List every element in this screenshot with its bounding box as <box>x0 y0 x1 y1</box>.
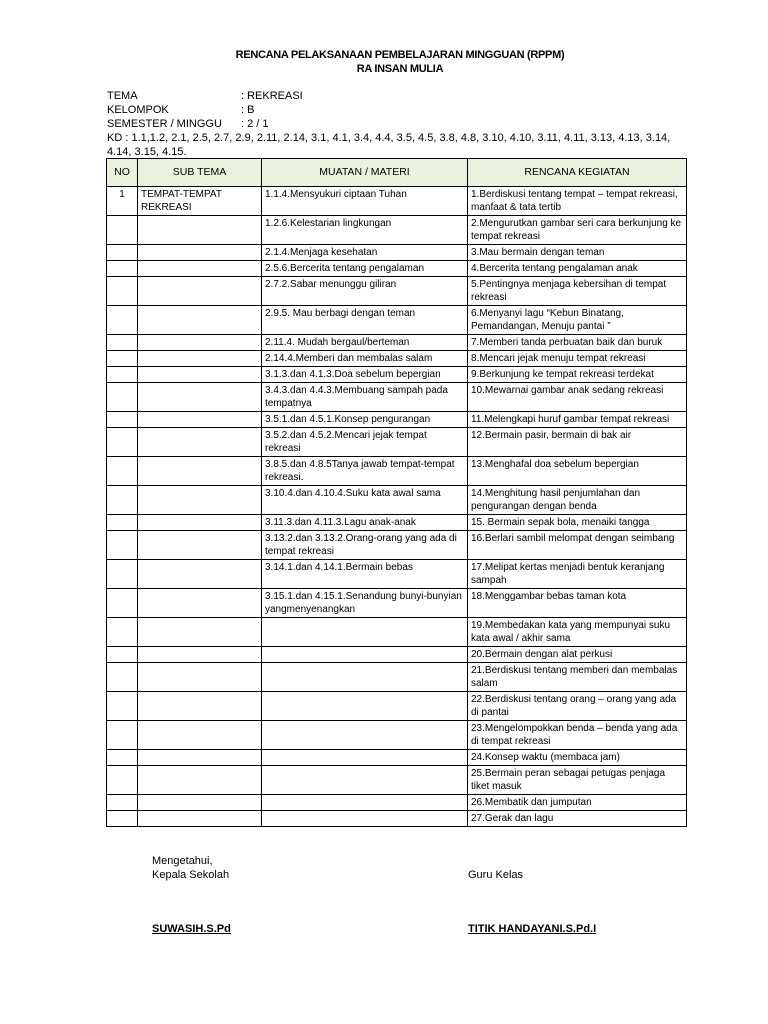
table-row <box>107 261 687 277</box>
cell-sub-tema <box>138 750 262 766</box>
cell-materi: 3.10.4.dan 4.10.4.Suku kata awal sama <box>262 486 468 515</box>
table-row <box>107 277 687 306</box>
header-materi: MUATAN / MATERI <box>262 159 468 187</box>
cell-sub-tema <box>138 560 262 589</box>
cell-sub-tema <box>138 811 262 827</box>
guru-kelas-name: TITIK HANDAYANI.S.Pd.I <box>468 923 597 935</box>
cell-materi: 3.5.1.dan 4.5.1.Konsep pengurangan <box>262 412 468 428</box>
cell-kegiatan: 19.Membedakan kata yang mempunyai suku kata awal / akhir sama <box>468 618 687 647</box>
cell-no <box>107 335 138 351</box>
cell-sub-tema <box>138 766 262 795</box>
table-row <box>107 618 687 647</box>
cell-sub-tema <box>138 486 262 515</box>
cell-kegiatan: 10.Mewarnai gambar anak sedang rekreasi <box>468 383 687 412</box>
cell-kegiatan: 26.Membatik dan jumputan <box>468 795 687 811</box>
cell-sub-tema <box>138 531 262 560</box>
cell-no <box>107 261 138 277</box>
cell-materi <box>262 795 468 811</box>
cell-kegiatan: 8.Mencari jejak menuju tempat rekreasi <box>468 351 687 367</box>
cell-no <box>107 306 138 335</box>
cell-no <box>107 531 138 560</box>
cell-materi: 3.14.1.dan 4.14.1.Bermain bebas <box>262 560 468 589</box>
cell-sub-tema <box>138 261 262 277</box>
cell-kegiatan: 24.Konsep waktu (membaca jam) <box>468 750 687 766</box>
table-row <box>107 766 687 795</box>
cell-sub-tema <box>138 721 262 750</box>
rppm-table <box>106 158 687 827</box>
table-row <box>107 721 687 750</box>
cell-sub-tema <box>138 457 262 486</box>
kelompok-value: : B <box>241 104 255 116</box>
mengetahui-label: Mengetahui, <box>152 855 213 867</box>
cell-sub-tema <box>138 795 262 811</box>
table-row <box>107 560 687 589</box>
cell-kegiatan: 18.Menggambar bebas taman kota <box>468 589 687 618</box>
cell-materi: 3.4.3.dan 4.4.3.Membuang sampah pada tempatnya <box>262 383 468 412</box>
cell-materi: 1.1.4.Mensyukuri ciptaan Tuhan <box>262 187 468 216</box>
cell-kegiatan: 11.Melengkapi huruf gambar tempat rekreasi <box>468 412 687 428</box>
cell-no <box>107 766 138 795</box>
cell-no <box>107 721 138 750</box>
cell-kegiatan: 7.Memberi tanda perbuatan baik dan buruk <box>468 335 687 351</box>
cell-materi <box>262 721 468 750</box>
cell-kegiatan: 6.Menyanyi lagu “Kebun Binatang, Pemandangan, Menuju pantai ” <box>468 306 687 335</box>
meta-semester <box>107 117 269 131</box>
cell-kegiatan: 14.Menghitung hasil penjumlahan dan pengurangan dengan benda <box>468 486 687 515</box>
table-row <box>107 811 687 827</box>
cell-sub-tema <box>138 428 262 457</box>
table-row <box>107 663 687 692</box>
cell-no <box>107 560 138 589</box>
cell-materi <box>262 618 468 647</box>
cell-sub-tema <box>138 692 262 721</box>
cell-materi <box>262 647 468 663</box>
cell-no <box>107 515 138 531</box>
cell-kegiatan: 20.Bermain dengan alat perkusi <box>468 647 687 663</box>
table-row <box>107 428 687 457</box>
meta-tema <box>107 89 303 103</box>
cell-sub-tema: TEMPAT-TEMPAT REKREASI <box>138 187 262 216</box>
cell-no <box>107 428 138 457</box>
semester-value: : 2 / 1 <box>241 118 269 130</box>
cell-sub-tema <box>138 367 262 383</box>
kd-list: KD : 1.1,1.2, 2.1, 2.5, 2.7, 2.9, 2.11, 2.14, 3.1, 4.1, 3.4, 4.4, 3.5, 4.5, 3.8, 4.8, 3.10, 4.10, 3.11, 4.11, 3.13, 4.13, 3.14, 4.14, 3.15, 4.15. <box>107 132 671 158</box>
table-row <box>107 750 687 766</box>
header-sub-tema: SUB TEMA <box>138 159 262 187</box>
cell-kegiatan: 15. Bermain sepak bola, menaiki tangga <box>468 515 687 531</box>
table-row <box>107 795 687 811</box>
table-row <box>107 589 687 618</box>
cell-sub-tema <box>138 245 262 261</box>
cell-materi: 1.2.6.Kelestarian lingkungan <box>262 216 468 245</box>
table-row <box>107 383 687 412</box>
cell-materi: 2.9.5. Mau berbagi dengan teman <box>262 306 468 335</box>
cell-materi: 3.8.5.dan 4.8.5Tanya jawab tempat-tempat rekreasi. <box>262 457 468 486</box>
cell-no <box>107 618 138 647</box>
table-row <box>107 367 687 383</box>
table-row <box>107 306 687 335</box>
cell-materi: 3.11.3.dan 4.11.3.Lagu anak-anak <box>262 515 468 531</box>
table-row <box>107 351 687 367</box>
cell-kegiatan: 12.Bermain pasir, bermain di bak air <box>468 428 687 457</box>
cell-no <box>107 795 138 811</box>
cell-kegiatan: 25.Bermain peran sebagai petugas penjaga tiket masuk <box>468 766 687 795</box>
header-no: NO <box>107 159 138 187</box>
cell-kegiatan: 5.Pentingnya menjaga kebersihan di tempat rekreasi <box>468 277 687 306</box>
table-row <box>107 457 687 486</box>
cell-materi: 3.15.1.dan 4.15.1.Senandung bunyi-bunyian yangmenyenangkan <box>262 589 468 618</box>
tema-value: : REKREASI <box>241 90 303 102</box>
table-row <box>107 245 687 261</box>
cell-kegiatan: 1.Berdiskusi tentang tempat – tempat rekreasi, manfaat & tata tertib <box>468 187 687 216</box>
cell-sub-tema <box>138 335 262 351</box>
table-row <box>107 692 687 721</box>
cell-sub-tema <box>138 412 262 428</box>
cell-no <box>107 589 138 618</box>
cell-sub-tema <box>138 589 262 618</box>
cell-no <box>107 750 138 766</box>
table-row <box>107 216 687 245</box>
cell-no <box>107 692 138 721</box>
cell-no <box>107 351 138 367</box>
kepala-sekolah-name: SUWASIH.S.Pd <box>152 923 231 935</box>
guru-kelas-label: Guru Kelas <box>468 869 524 881</box>
table-body <box>107 187 687 827</box>
cell-sub-tema <box>138 515 262 531</box>
cell-materi <box>262 811 468 827</box>
cell-kegiatan: 16.Berlari sambil melompat dengan seimbang <box>468 531 687 560</box>
cell-materi: 2.5.6.Bercerita tentang pengalaman <box>262 261 468 277</box>
cell-no <box>107 277 138 306</box>
document-title: RENCANA PELAKSANAAN PEMBELAJARAN MINGGUAN (RPPM) <box>235 49 565 61</box>
cell-kegiatan: 23.Mengelompokkan benda – benda yang ada di tempat rekreasi <box>468 721 687 750</box>
table-row <box>107 412 687 428</box>
school-name: RA INSAN MULIA <box>356 63 444 75</box>
cell-materi: 3.1.3.dan 4.1.3.Doa sebelum bepergian <box>262 367 468 383</box>
kepala-sekolah-label: Kepala Sekolah <box>152 869 230 881</box>
cell-kegiatan: 9.Berkunjung ke tempat rekreasi terdekat <box>468 367 687 383</box>
cell-materi: 3.13.2.dan 3.13.2.Orang-orang yang ada di tempat rekreasi <box>262 531 468 560</box>
table-row <box>107 531 687 560</box>
table-row <box>107 486 687 515</box>
meta-kelompok <box>107 103 254 117</box>
cell-no: 1 <box>107 187 138 216</box>
cell-materi: 2.7.2.Sabar menunggu giliran <box>262 277 468 306</box>
cell-kegiatan: 22.Berdiskusi tentang orang – orang yang ada di pantai <box>468 692 687 721</box>
table-row <box>107 187 687 216</box>
cell-no <box>107 647 138 663</box>
cell-no <box>107 367 138 383</box>
cell-materi <box>262 692 468 721</box>
table-row <box>107 335 687 351</box>
cell-no <box>107 216 138 245</box>
cell-no <box>107 245 138 261</box>
cell-kegiatan: 2.Mengurutkan gambar seri cara berkunjung ke tempat rekreasi <box>468 216 687 245</box>
cell-materi: 2.14.4.Memberi dan membalas salam <box>262 351 468 367</box>
cell-sub-tema <box>138 216 262 245</box>
tema-label: TEMA <box>107 90 138 102</box>
cell-materi: 3.5.2.dan 4.5.2.Mencari jejak tempat rekreasi <box>262 428 468 457</box>
table-header-row <box>107 159 687 187</box>
cell-sub-tema <box>138 277 262 306</box>
cell-kegiatan: 4.Bercerita tentang pengalaman anak <box>468 261 687 277</box>
cell-no <box>107 383 138 412</box>
cell-materi <box>262 766 468 795</box>
cell-kegiatan: 13.Menghafal doa sebelum bepergian <box>468 457 687 486</box>
cell-kegiatan: 27.Gerak dan lagu <box>468 811 687 827</box>
cell-no <box>107 412 138 428</box>
semester-label: SEMESTER / MINGGU <box>107 118 222 130</box>
cell-sub-tema <box>138 647 262 663</box>
cell-no <box>107 486 138 515</box>
cell-no <box>107 663 138 692</box>
kelompok-label: KELOMPOK <box>107 104 169 116</box>
cell-sub-tema <box>138 383 262 412</box>
cell-sub-tema <box>138 351 262 367</box>
cell-kegiatan: 3.Mau bermain dengan teman <box>468 245 687 261</box>
cell-sub-tema <box>138 618 262 647</box>
cell-no <box>107 457 138 486</box>
cell-sub-tema <box>138 663 262 692</box>
cell-materi <box>262 750 468 766</box>
cell-kegiatan: 17.Melipat kertas menjadi bentuk keranjang sampah <box>468 560 687 589</box>
cell-materi: 2.11.4. Mudah bergaul/berteman <box>262 335 468 351</box>
table-row <box>107 647 687 663</box>
header-kegiatan: RENCANA KEGIATAN <box>468 159 687 187</box>
table-row <box>107 515 687 531</box>
cell-kegiatan: 21.Berdiskusi tentang memberi dan membalas salam <box>468 663 687 692</box>
cell-no <box>107 811 138 827</box>
cell-sub-tema <box>138 306 262 335</box>
cell-materi: 2.1.4.Menjaga kesehatan <box>262 245 468 261</box>
cell-materi <box>262 663 468 692</box>
